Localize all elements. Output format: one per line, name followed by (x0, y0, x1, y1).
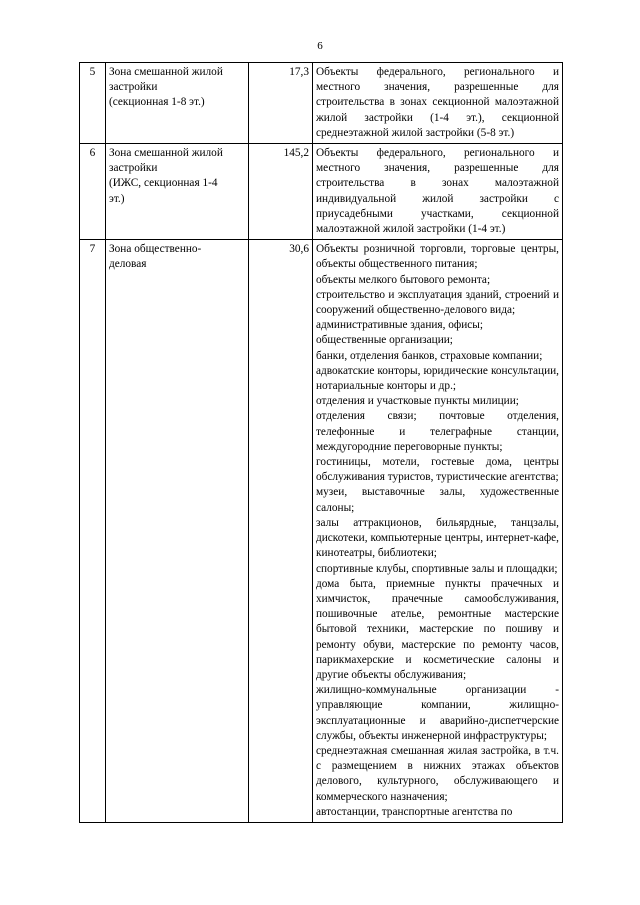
page-number: 6 (317, 40, 323, 52)
object-item: Объекты розничной торговли, торговые центры, объекты общественного питания; (316, 243, 559, 271)
object-item: Объекты федерального, регионального и местного значения, разрешенные для строительства в зонах секционной малоэтажной жилой застройки (1-4 эт.), секционной среднеэтажной жилой застройки (5-8 эт.) (316, 66, 559, 139)
zones-table-body (80, 63, 563, 823)
object-item: общественные организации; (316, 334, 453, 347)
zone-objects (313, 63, 563, 144)
object-item: административные здания, офисы; (316, 319, 484, 332)
table-row (80, 144, 563, 240)
zone-name: Зона общественно- деловая (106, 240, 249, 823)
zone-area: 30,6 (249, 240, 313, 823)
table-row (80, 63, 563, 144)
object-item: автостанции, транспортные агентства по (316, 805, 513, 818)
row-number: 6 (80, 144, 106, 240)
row-number: 7 (80, 240, 106, 823)
object-item: гостиницы, мотели, гостевые дома, центры обслуживания туристов, туристические агентства; (316, 456, 559, 484)
object-item: среднеэтажная смешанная жилая застройка, в т.ч. с размещением в нижних этажах объектов делового, культурного, обслуживающего и коммерческого назначения; (316, 744, 559, 803)
object-item: отделения связи; почтовые отделения, телефонные и телеграфные станции, междугородние переговорные пункты; (316, 410, 559, 453)
zone-objects (313, 144, 563, 240)
object-item: музеи, выставочные залы, художественные салоны; (316, 486, 559, 514)
object-item: дома быта, приемные пункты прачечных и химчисток, прачечные самообслуживания, пошивочные ателье, ремонтные мастерские бытовой техники, мастерские по пошиву и ремонту обуви, мастерские по ремонту часов, парикмахерские и косметические салоны и другие объекты обслуживания; (316, 577, 559, 681)
row-number: 5 (80, 63, 106, 144)
zone-area: 17,3 (249, 63, 313, 144)
object-item: спортивные клубы, спортивные залы и площадки; (316, 562, 558, 575)
object-item: строительство и эксплуатация зданий, строений и сооружений общественно-делового вида; (316, 288, 559, 317)
zone-objects (313, 240, 563, 823)
object-item: Объекты федерального, регионального и местного значения, разрешенные для строительства в зонах малоэтажной индивидуальной жилой застройки с приусадебными участками, секционной малоэтажной жилой застройки (1-4 эт.) (316, 147, 559, 236)
object-item: отделения и участковые пункты милиции; (316, 395, 519, 408)
zones-table (79, 62, 563, 823)
object-item: жилищно-коммунальные организации - управляющие компании, жилищно-эксплуатационные и аварийно-диспетчерские службы, объекты инженерной инфраструктуры; (316, 684, 559, 742)
zone-name: Зона смешанной жилой застройки (секционная 1-8 эт.) (106, 63, 249, 144)
zone-area: 145,2 (249, 144, 313, 240)
object-item: объекты мелкого бытового ремонта; (316, 273, 491, 286)
object-item: адвокатские конторы, юридические консультации, нотариальные конторы и др.; (316, 364, 559, 393)
table-row (80, 240, 563, 823)
object-item: банки, отделения банков, страховые компании; (316, 349, 543, 362)
zone-name: Зона смешанной жилой застройки (ИЖС, секционная 1-4 эт.) (106, 144, 249, 240)
object-item: залы аттракционов, бильярдные, танцзалы, дискотеки, компьютерные центры, интернет-кафе, кинотеатры, библиотеки; (316, 516, 559, 560)
